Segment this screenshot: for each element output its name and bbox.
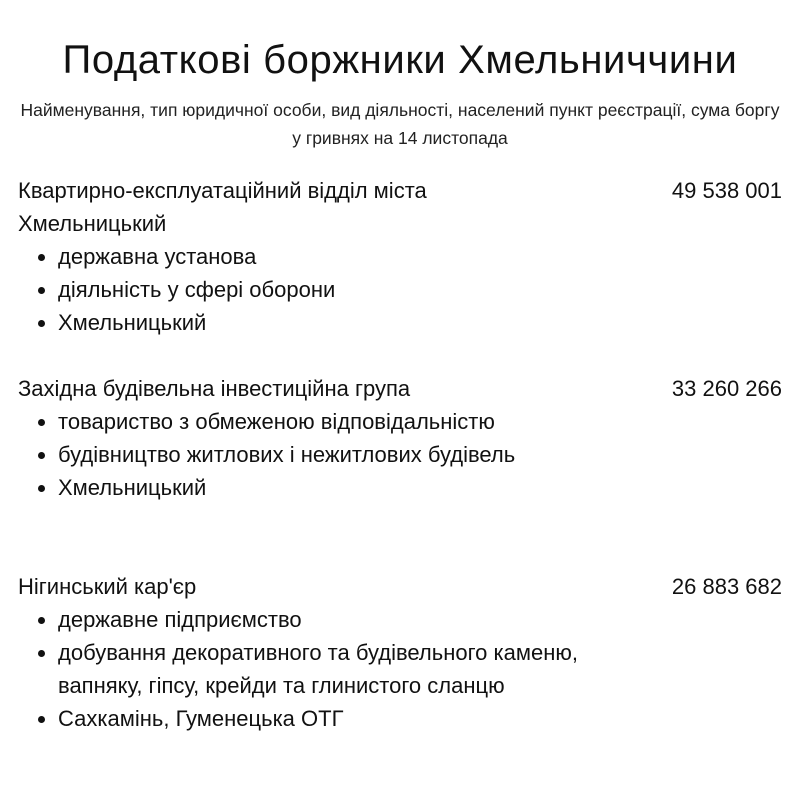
debtor-header (18, 570, 782, 603)
debtor-details-list (18, 603, 782, 735)
debtor-name: Квартирно-експлуатаційний відділ міста Хмельницький (18, 178, 427, 236)
activity-type: діяльність у сфері оборони (58, 273, 618, 306)
debt-amount: 26 883 682 (671, 574, 782, 599)
registration-location: Хмельницький (58, 471, 618, 504)
debtor-entry (18, 174, 782, 339)
legal-form: товариство з обмеженою відповідальністю (58, 405, 618, 438)
registration-location: Сахкамінь, Гуменецька ОТГ (58, 702, 618, 735)
activity-type: будівництво житлових і нежитлових будівель (58, 438, 618, 471)
debtor-header (18, 372, 782, 405)
debtor-details-list (18, 240, 782, 339)
activity-type: добування декоративного та будівельного каменю, вапняку, гіпсу, крейди та глинистого сланцю (58, 636, 618, 702)
debtor-name: Західна будівельна інвестиційна група (18, 376, 411, 401)
debtor-entry (18, 570, 782, 735)
debtor-name: Нігинський кар'єр (18, 574, 197, 599)
registration-location: Хмельницький (58, 306, 618, 339)
debtor-entry (18, 372, 782, 504)
page-title: Податкові боржники Хмельниччини (62, 38, 738, 82)
debtor-header (18, 174, 782, 240)
legal-form: державне підприємство (58, 603, 618, 636)
debt-amount: 49 538 001 (671, 178, 782, 203)
debt-amount: 33 260 266 (671, 376, 782, 401)
page-subtitle: Найменування, тип юридичної особи, вид діяльності, населений пункт реєстрації, сума боргу у гривнях на 14 листопада (20, 100, 780, 148)
debtor-details-list (18, 405, 782, 504)
legal-form: державна установа (58, 240, 618, 273)
